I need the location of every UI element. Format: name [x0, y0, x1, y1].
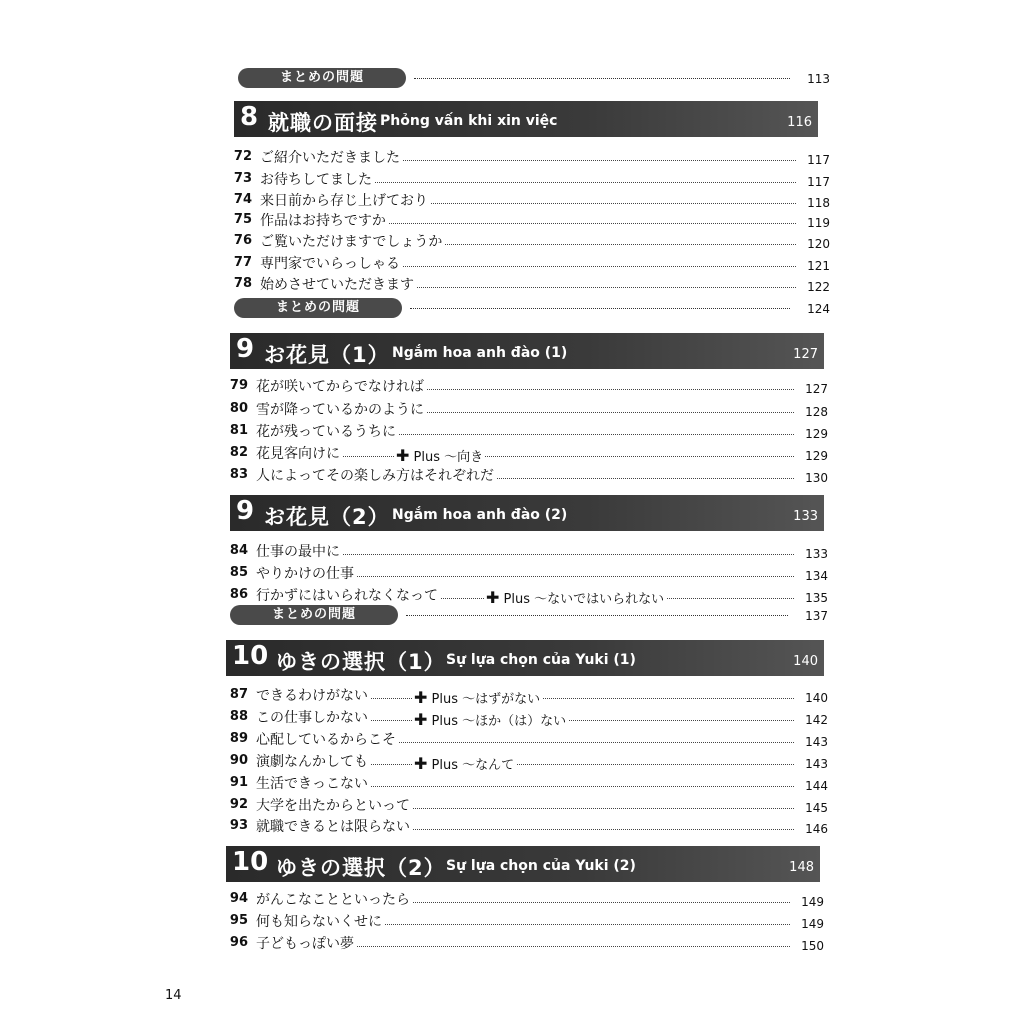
entry-number: 73: [233, 171, 252, 186]
entry-number: 79: [229, 378, 248, 393]
entry-text: 演劇なんかしても: [256, 751, 370, 771]
chapter-title-jp: お花見（2）: [264, 505, 390, 529]
page-ref: 135: [805, 591, 828, 605]
page-ref: 149: [801, 895, 824, 909]
entry-number: 81: [229, 423, 248, 438]
chapter-title-jp: 就職の面接: [268, 111, 378, 135]
page-ref: 137: [805, 609, 828, 623]
entry-number: 72: [233, 149, 252, 164]
page-ref: 133: [805, 547, 828, 561]
page-ref: 117: [807, 175, 830, 189]
list-item: [218, 230, 830, 252]
chapter-number: 10: [232, 847, 269, 877]
plus-icon: ✚: [414, 688, 428, 707]
chapter-number: 10: [232, 641, 269, 671]
plus-note: ✚ Plus 〜はずがない: [414, 688, 541, 707]
chapter-number: 9: [236, 334, 255, 364]
chapter-title-vi: Ngắm hoa anh đào (1): [392, 345, 568, 361]
review-section: [234, 298, 830, 318]
page-ref: 150: [801, 939, 824, 953]
page-ref: 149: [801, 917, 824, 931]
review-label: まとめの問題: [238, 68, 406, 88]
entry-number: 87: [229, 687, 248, 702]
entry-text: 人によってその楽しみ方はそれぞれだ: [256, 465, 496, 485]
page-ref: 143: [805, 757, 828, 771]
page-ref: 117: [807, 153, 830, 167]
plus-icon: ✚: [396, 446, 410, 465]
entry-text: この仕事しかない: [256, 707, 370, 727]
list-item: [218, 273, 830, 295]
list-item: [214, 728, 828, 750]
page-ref: 121: [807, 259, 830, 273]
entry-number: 95: [229, 913, 248, 928]
entry-text: ご覧いただけますでしょうか: [260, 231, 444, 251]
list-item: [214, 420, 828, 442]
list-item: [214, 464, 828, 486]
page-ref: 145: [805, 801, 828, 815]
list-item: [214, 772, 828, 794]
list-item: [214, 442, 828, 464]
entry-number: 82: [229, 445, 248, 460]
entry-number: 78: [233, 276, 252, 291]
entry-text: 子どもっぽい夢: [256, 933, 356, 953]
page-ref: 144: [805, 779, 828, 793]
chapter-header: [226, 846, 820, 882]
entry-number: 74: [233, 192, 252, 207]
page-ref: 118: [807, 196, 830, 210]
entry-text: 始めさせていただきます: [260, 274, 416, 294]
leader-dots: [406, 615, 788, 616]
entry-number: 92: [229, 797, 248, 812]
page-number: 14: [165, 988, 182, 1003]
entry-number: 77: [233, 255, 252, 270]
list-item: [218, 189, 830, 211]
entry-text: がんこなことといったら: [256, 889, 412, 909]
list-item: [214, 540, 828, 562]
chapter-title-jp: ゆきの選択（1）: [276, 650, 446, 674]
entry-number: 84: [229, 543, 248, 558]
page-ref: 128: [805, 405, 828, 419]
chapter-page: 140: [793, 654, 818, 669]
entry-number: 89: [229, 731, 248, 746]
chapter-number: 9: [236, 496, 255, 526]
entry-text: 花が残っているうちに: [256, 421, 398, 441]
list-item: [218, 168, 830, 190]
chapter-title-jp: お花見（1）: [264, 343, 390, 367]
list-item: [218, 146, 830, 168]
entry-number: 91: [229, 775, 248, 790]
list-item: [214, 706, 828, 728]
list-item: [214, 794, 828, 816]
entry-text: 花見客向けに: [256, 443, 342, 463]
page-ref: 140: [805, 691, 828, 705]
list-item: [214, 562, 828, 584]
plus-icon: ✚: [414, 710, 428, 729]
page-ref: 124: [807, 302, 830, 316]
plus-icon: ✚: [414, 754, 428, 773]
list-item: [214, 750, 828, 772]
review-section: [238, 68, 830, 88]
leader-dots: [410, 308, 790, 309]
entry-text: 仕事の最中に: [256, 541, 342, 561]
page-ref: 146: [805, 822, 828, 836]
chapter-header: [234, 101, 818, 137]
chapter-header: [230, 495, 824, 531]
entry-text: 専門家でいらっしゃる: [260, 253, 402, 273]
page-ref: 129: [805, 427, 828, 441]
entry-text: 心配しているからこそ: [256, 729, 398, 749]
entry-number: 76: [233, 233, 252, 248]
entry-text: できるわけがない: [256, 685, 370, 705]
page-ref: 122: [807, 280, 830, 294]
list-item: [218, 252, 830, 274]
page-ref: 119: [807, 216, 830, 230]
entry-text: 作品はお持ちですか: [260, 210, 388, 230]
page-ref: 130: [805, 471, 828, 485]
entry-number: 96: [229, 935, 248, 950]
list-item: [214, 398, 828, 420]
chapter-title-jp: ゆきの選択（2）: [276, 856, 446, 880]
list-item: [214, 932, 824, 954]
review-section: [230, 605, 828, 625]
list-item: [218, 209, 830, 231]
leader-dots: [414, 78, 790, 79]
chapter-number: 8: [240, 102, 259, 132]
entry-text: お待ちしてました: [260, 169, 374, 189]
entry-number: 86: [229, 587, 248, 602]
chapter-page: 127: [793, 347, 818, 362]
entry-text: 花が咲いてからでなければ: [256, 376, 426, 396]
entry-text: 大学を出たからといって: [256, 795, 412, 815]
entry-text: 来日前から存じ上げており: [260, 190, 430, 210]
chapter-page: 116: [787, 115, 812, 130]
entry-text: 就職できるとは限らない: [256, 816, 412, 836]
entry-number: 75: [233, 212, 252, 227]
list-item: [214, 815, 828, 837]
page-ref: 127: [805, 382, 828, 396]
plus-note: ✚ Plus 〜向き: [396, 446, 484, 465]
entry-text: 行かずにはいられなくなって: [256, 585, 440, 605]
list-item: [214, 888, 824, 910]
entry-text: 生活できっこない: [256, 773, 370, 793]
page-ref: 142: [805, 713, 828, 727]
entry-number: 83: [229, 467, 248, 482]
plus-icon: ✚: [486, 588, 500, 607]
review-label: まとめの問題: [234, 298, 402, 318]
chapter-header: [230, 333, 824, 369]
entry-number: 88: [229, 709, 248, 724]
entry-number: 80: [229, 401, 248, 416]
chapter-page: 148: [789, 860, 814, 875]
chapter-title-vi: Sự lựa chọn của Yuki (1): [446, 652, 636, 668]
plus-note: ✚ Plus 〜なんて: [414, 754, 515, 773]
chapter-header: [226, 640, 824, 676]
page-ref: 113: [807, 72, 830, 86]
list-item: [214, 584, 828, 606]
list-item: [214, 684, 828, 706]
page-ref: 134: [805, 569, 828, 583]
list-item: [214, 910, 824, 932]
entry-text: ご紹介いただきました: [260, 147, 402, 167]
chapter-page: 133: [793, 509, 818, 524]
list-item: [214, 375, 828, 397]
plus-note: ✚ Plus 〜ほか（は）ない: [414, 710, 567, 729]
page-ref: 120: [807, 237, 830, 251]
plus-note: ✚ Plus 〜ないではいられない: [486, 588, 665, 607]
entry-number: 94: [229, 891, 248, 906]
chapter-title-vi: Ngắm hoa anh đào (2): [392, 507, 568, 523]
chapter-title-vi: Phỏng vấn khi xin việc: [380, 113, 558, 129]
entry-text: 雪が降っているかのように: [256, 399, 426, 419]
entry-number: 93: [229, 818, 248, 833]
review-label: まとめの問題: [230, 605, 398, 625]
page-ref: 129: [805, 449, 828, 463]
entry-text: 何も知らないくせに: [256, 911, 384, 931]
page-ref: 143: [805, 735, 828, 749]
entry-text: やりかけの仕事: [256, 563, 356, 583]
entry-number: 90: [229, 753, 248, 768]
chapter-title-vi: Sự lựa chọn của Yuki (2): [446, 858, 636, 874]
entry-number: 85: [229, 565, 248, 580]
